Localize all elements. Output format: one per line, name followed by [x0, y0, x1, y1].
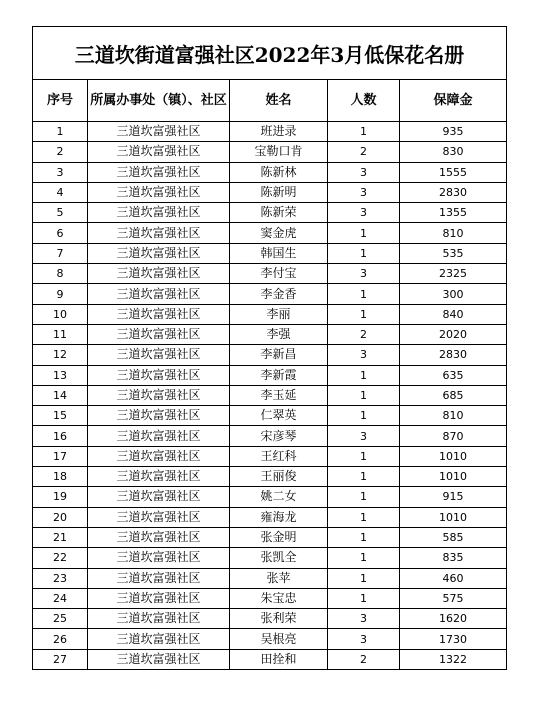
cell-allowance: 935 [400, 122, 507, 142]
cell-count: 3 [328, 609, 400, 629]
cell-allowance: 1322 [400, 649, 507, 669]
cell-count: 1 [328, 122, 400, 142]
table-row [33, 324, 507, 344]
cell-office: 三道坎富强社区 [88, 223, 230, 243]
cell-office: 三道坎富强社区 [88, 609, 230, 629]
cell-name: 王红科 [230, 446, 328, 466]
cell-count: 3 [328, 426, 400, 446]
cell-count: 1 [328, 406, 400, 426]
cell-count: 1 [328, 588, 400, 608]
cell-office: 三道坎富强社区 [88, 588, 230, 608]
table-row [33, 568, 507, 588]
cell-name: 李丽 [230, 304, 328, 324]
cell-allowance: 1620 [400, 609, 507, 629]
cell-count: 1 [328, 223, 400, 243]
cell-count: 1 [328, 527, 400, 547]
table-row [33, 426, 507, 446]
cell-allowance: 635 [400, 365, 507, 385]
cell-office: 三道坎富强社区 [88, 182, 230, 202]
cell-name: 朱宝忠 [230, 588, 328, 608]
cell-seq: 14 [33, 385, 88, 405]
cell-name: 仁翠英 [230, 406, 328, 426]
cell-office: 三道坎富强社区 [88, 568, 230, 588]
cell-seq: 22 [33, 548, 88, 568]
cell-seq: 5 [33, 203, 88, 223]
cell-name: 宝勒口肯 [230, 142, 328, 162]
table-row [33, 446, 507, 466]
table-row [33, 609, 507, 629]
cell-allowance: 1010 [400, 467, 507, 487]
cell-count: 2 [328, 142, 400, 162]
cell-name: 韩国生 [230, 243, 328, 263]
header-name: 姓名 [230, 80, 328, 122]
cell-seq: 1 [33, 122, 88, 142]
cell-count: 3 [328, 182, 400, 202]
cell-seq: 25 [33, 609, 88, 629]
cell-office: 三道坎富强社区 [88, 345, 230, 365]
cell-allowance: 2830 [400, 345, 507, 365]
cell-count: 1 [328, 467, 400, 487]
cell-allowance: 835 [400, 548, 507, 568]
cell-count: 3 [328, 264, 400, 284]
cell-name: 班进录 [230, 122, 328, 142]
cell-office: 三道坎富强社区 [88, 122, 230, 142]
cell-name: 王丽俊 [230, 467, 328, 487]
header-seq: 序号 [33, 80, 88, 122]
table-row [33, 467, 507, 487]
cell-office: 三道坎富强社区 [88, 406, 230, 426]
cell-name: 陈新荣 [230, 203, 328, 223]
roster-table [32, 26, 507, 670]
cell-allowance: 870 [400, 426, 507, 446]
table-row [33, 182, 507, 202]
header-row [33, 80, 507, 122]
cell-count: 1 [328, 507, 400, 527]
cell-allowance: 915 [400, 487, 507, 507]
cell-seq: 7 [33, 243, 88, 263]
cell-seq: 12 [33, 345, 88, 365]
cell-office: 三道坎富强社区 [88, 243, 230, 263]
cell-office: 三道坎富强社区 [88, 548, 230, 568]
cell-allowance: 830 [400, 142, 507, 162]
header-allowance: 保障金 [400, 80, 507, 122]
cell-name: 田拴和 [230, 649, 328, 669]
cell-seq: 8 [33, 264, 88, 284]
cell-allowance: 1555 [400, 162, 507, 182]
cell-count: 1 [328, 487, 400, 507]
cell-allowance: 810 [400, 223, 507, 243]
cell-office: 三道坎富强社区 [88, 467, 230, 487]
cell-count: 1 [328, 548, 400, 568]
cell-count: 3 [328, 629, 400, 649]
cell-name: 陈新明 [230, 182, 328, 202]
cell-name: 李强 [230, 324, 328, 344]
cell-seq: 21 [33, 527, 88, 547]
cell-count: 3 [328, 203, 400, 223]
cell-seq: 23 [33, 568, 88, 588]
table-row [33, 284, 507, 304]
header-office: 所属办事处（镇）、社区 [88, 80, 230, 122]
cell-name: 雍海龙 [230, 507, 328, 527]
cell-name: 张利荣 [230, 609, 328, 629]
table-row [33, 345, 507, 365]
table-row [33, 487, 507, 507]
cell-seq: 20 [33, 507, 88, 527]
cell-count: 1 [328, 284, 400, 304]
cell-count: 1 [328, 365, 400, 385]
table-row [33, 588, 507, 608]
cell-seq: 19 [33, 487, 88, 507]
table-row [33, 548, 507, 568]
cell-count: 1 [328, 304, 400, 324]
cell-office: 三道坎富强社区 [88, 385, 230, 405]
cell-name: 宋彦琴 [230, 426, 328, 446]
cell-name: 张苹 [230, 568, 328, 588]
cell-allowance: 2830 [400, 182, 507, 202]
cell-office: 三道坎富强社区 [88, 629, 230, 649]
cell-name: 李新昌 [230, 345, 328, 365]
cell-name: 张金明 [230, 527, 328, 547]
cell-count: 1 [328, 568, 400, 588]
cell-name: 吴根亮 [230, 629, 328, 649]
cell-office: 三道坎富强社区 [88, 324, 230, 344]
table-row [33, 304, 507, 324]
table-row [33, 406, 507, 426]
cell-allowance: 840 [400, 304, 507, 324]
cell-office: 三道坎富强社区 [88, 304, 230, 324]
cell-seq: 3 [33, 162, 88, 182]
cell-count: 1 [328, 446, 400, 466]
cell-count: 3 [328, 345, 400, 365]
cell-allowance: 1010 [400, 507, 507, 527]
cell-allowance: 460 [400, 568, 507, 588]
cell-seq: 11 [33, 324, 88, 344]
table-row [33, 507, 507, 527]
cell-name: 李新霞 [230, 365, 328, 385]
table-row [33, 223, 507, 243]
cell-seq: 24 [33, 588, 88, 608]
cell-count: 2 [328, 324, 400, 344]
cell-name: 姚二女 [230, 487, 328, 507]
table-row [33, 243, 507, 263]
cell-seq: 10 [33, 304, 88, 324]
cell-allowance: 300 [400, 284, 507, 304]
table-row [33, 122, 507, 142]
cell-office: 三道坎富强社区 [88, 365, 230, 385]
cell-seq: 2 [33, 142, 88, 162]
cell-office: 三道坎富强社区 [88, 264, 230, 284]
table-row [33, 385, 507, 405]
table-row [33, 527, 507, 547]
table-row [33, 142, 507, 162]
cell-seq: 27 [33, 649, 88, 669]
cell-name: 李付宝 [230, 264, 328, 284]
cell-seq: 26 [33, 629, 88, 649]
cell-office: 三道坎富强社区 [88, 507, 230, 527]
cell-allowance: 575 [400, 588, 507, 608]
cell-allowance: 2020 [400, 324, 507, 344]
table-title: 三道坎街道富强社区2022年3月低保花名册 [33, 27, 507, 80]
table-row [33, 162, 507, 182]
cell-seq: 6 [33, 223, 88, 243]
cell-allowance: 585 [400, 527, 507, 547]
table-row [33, 629, 507, 649]
cell-office: 三道坎富强社区 [88, 426, 230, 446]
cell-seq: 13 [33, 365, 88, 385]
cell-office: 三道坎富强社区 [88, 284, 230, 304]
cell-allowance: 2325 [400, 264, 507, 284]
header-count: 人数 [328, 80, 400, 122]
cell-count: 1 [328, 243, 400, 263]
table-row [33, 264, 507, 284]
cell-allowance: 810 [400, 406, 507, 426]
cell-seq: 17 [33, 446, 88, 466]
cell-seq: 18 [33, 467, 88, 487]
table-row [33, 649, 507, 669]
cell-name: 陈新林 [230, 162, 328, 182]
cell-name: 李金香 [230, 284, 328, 304]
cell-count: 2 [328, 649, 400, 669]
table-body [33, 122, 507, 670]
cell-office: 三道坎富强社区 [88, 203, 230, 223]
cell-allowance: 685 [400, 385, 507, 405]
cell-count: 1 [328, 385, 400, 405]
cell-name: 张凯全 [230, 548, 328, 568]
cell-allowance: 1730 [400, 629, 507, 649]
cell-seq: 15 [33, 406, 88, 426]
cell-office: 三道坎富强社区 [88, 446, 230, 466]
cell-office: 三道坎富强社区 [88, 487, 230, 507]
table-row [33, 365, 507, 385]
cell-seq: 16 [33, 426, 88, 446]
cell-allowance: 1010 [400, 446, 507, 466]
cell-office: 三道坎富强社区 [88, 649, 230, 669]
cell-office: 三道坎富强社区 [88, 527, 230, 547]
cell-seq: 4 [33, 182, 88, 202]
cell-count: 3 [328, 162, 400, 182]
cell-name: 李玉延 [230, 385, 328, 405]
cell-office: 三道坎富强社区 [88, 162, 230, 182]
table-row [33, 203, 507, 223]
cell-name: 窦金虎 [230, 223, 328, 243]
cell-office: 三道坎富强社区 [88, 142, 230, 162]
cell-seq: 9 [33, 284, 88, 304]
cell-allowance: 535 [400, 243, 507, 263]
cell-allowance: 1355 [400, 203, 507, 223]
